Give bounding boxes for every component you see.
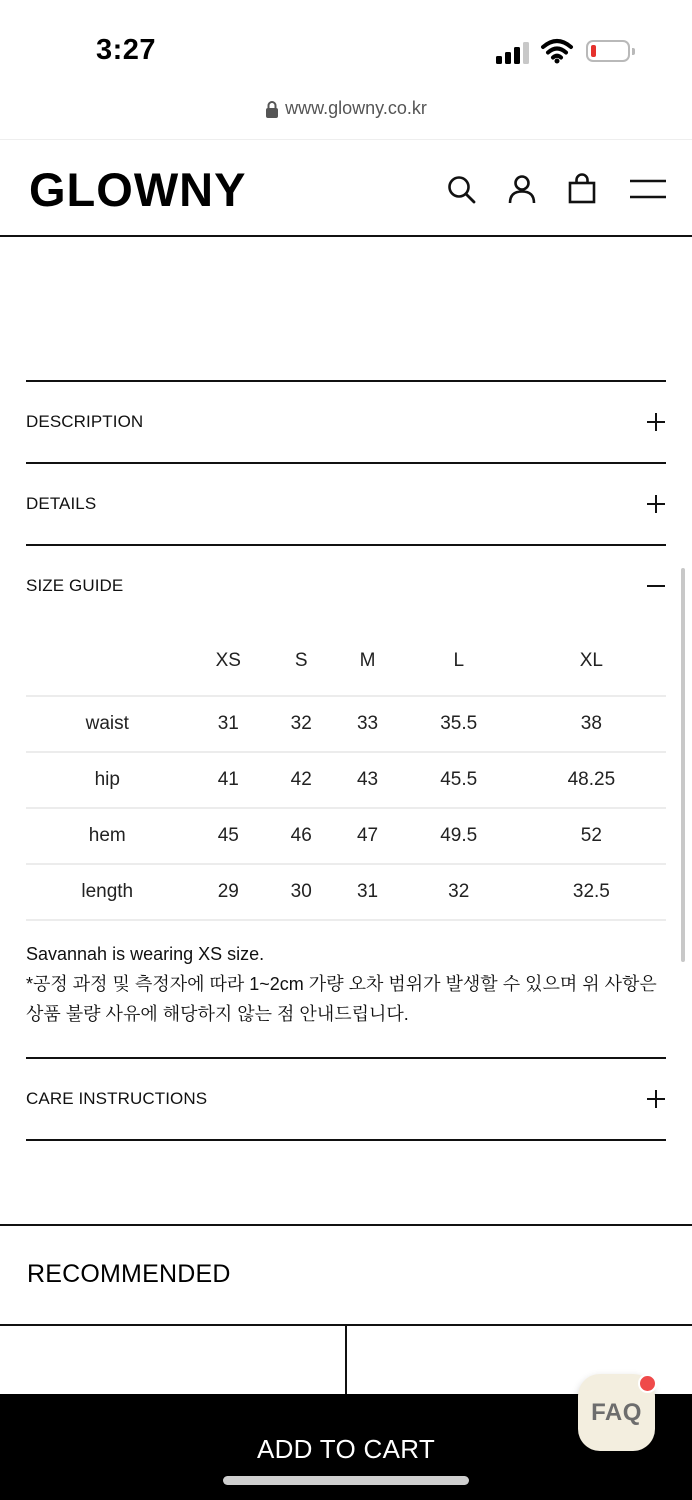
shopping-bag-icon[interactable] <box>565 172 599 206</box>
size-col-header: L <box>453 649 465 671</box>
table-cell: 31 <box>217 713 239 734</box>
size-guide-header[interactable] <box>26 546 666 626</box>
menu-icon[interactable] <box>629 172 667 206</box>
size-col-header: XL <box>579 649 603 671</box>
notification-badge <box>638 1374 657 1393</box>
plus-icon[interactable] <box>646 1089 666 1109</box>
table-cell: 52 <box>580 825 602 846</box>
table-cell: 35.5 <box>440 713 478 734</box>
description-title: DESCRIPTION <box>26 412 144 431</box>
url-bar[interactable] <box>0 98 692 138</box>
size-table <box>26 626 666 921</box>
care-instructions-header[interactable] <box>26 1059 666 1139</box>
table-cell: 33 <box>356 713 379 734</box>
home-indicator[interactable] <box>223 1476 469 1485</box>
table-cell: 43 <box>356 769 379 790</box>
table-cell: 32 <box>448 881 470 902</box>
table-cell: 41 <box>217 769 239 790</box>
product-info-accordion <box>26 380 666 1141</box>
url-text: www.glowny.co.kr <box>285 98 427 118</box>
table-cell: 45 <box>217 825 239 846</box>
size-table-header-row <box>26 626 666 696</box>
recommended-section <box>0 1224 692 1288</box>
site-header <box>0 139 692 237</box>
table-cell: 29 <box>217 881 239 902</box>
status-bar <box>0 0 692 96</box>
add-to-cart-label: ADD TO CART <box>256 1434 436 1464</box>
faq-button[interactable] <box>578 1374 655 1451</box>
details-title: DETAILS <box>26 494 97 513</box>
description-header[interactable] <box>26 382 666 462</box>
size-note <box>26 921 666 1057</box>
table-cell: 32.5 <box>572 881 610 902</box>
table-cell: 30 <box>290 881 312 902</box>
model-size-note: Savannah is wearing XS size. <box>26 944 265 964</box>
table-cell: 46 <box>290 825 312 846</box>
table-cell: 45.5 <box>440 769 478 790</box>
table-cell: 42 <box>290 769 312 790</box>
care-instructions-title: CARE INSTRUCTIONS <box>26 1089 208 1108</box>
user-icon[interactable] <box>505 172 539 206</box>
search-icon[interactable] <box>444 172 478 206</box>
table-cell: 49.5 <box>440 825 478 846</box>
size-col-header <box>26 626 188 696</box>
table-row <box>26 808 666 864</box>
row-label: waist <box>85 713 129 734</box>
table-cell: 38 <box>580 713 602 734</box>
description-section <box>26 380 666 462</box>
care-instructions-section <box>26 1057 666 1141</box>
size-guide-section <box>26 544 666 1057</box>
battery-icon <box>586 40 630 62</box>
cellular-signal-icon <box>496 42 532 64</box>
size-guide-title: SIZE GUIDE <box>26 576 124 595</box>
table-cell: 32 <box>290 713 312 734</box>
table-row <box>26 864 666 920</box>
measurement-disclaimer: *공정 과정 및 측정자에 따라 1~2cm 가량 오차 범위가 발생할 수 있으며 위 사항은 상품 불량 사유에 해당하지 않는 점 안내드립니다. <box>26 974 657 1024</box>
status-time: 3:27 <box>96 34 157 66</box>
size-col-header: XS <box>215 649 241 671</box>
table-cell: 48.25 <box>567 769 616 790</box>
row-label: hip <box>94 769 120 790</box>
details-header[interactable] <box>26 464 666 544</box>
table-cell: 31 <box>356 881 379 902</box>
site-logo[interactable]: GLOWNY <box>29 163 247 216</box>
size-col-header: S <box>294 649 308 671</box>
row-label: length <box>81 881 134 902</box>
plus-icon[interactable] <box>646 412 666 432</box>
plus-icon[interactable] <box>646 494 666 514</box>
size-col-header: M <box>359 649 376 671</box>
faq-label: FAQ <box>591 1398 642 1426</box>
table-cell: 47 <box>356 825 379 846</box>
details-section <box>26 462 666 544</box>
lock-icon <box>265 100 279 118</box>
table-row <box>26 696 666 752</box>
row-label: hem <box>88 825 126 846</box>
minus-icon[interactable] <box>646 576 666 596</box>
scrollbar[interactable] <box>681 568 685 962</box>
recommended-title: RECOMMENDED <box>27 1260 231 1288</box>
wifi-icon <box>540 38 574 64</box>
table-row <box>26 752 666 808</box>
